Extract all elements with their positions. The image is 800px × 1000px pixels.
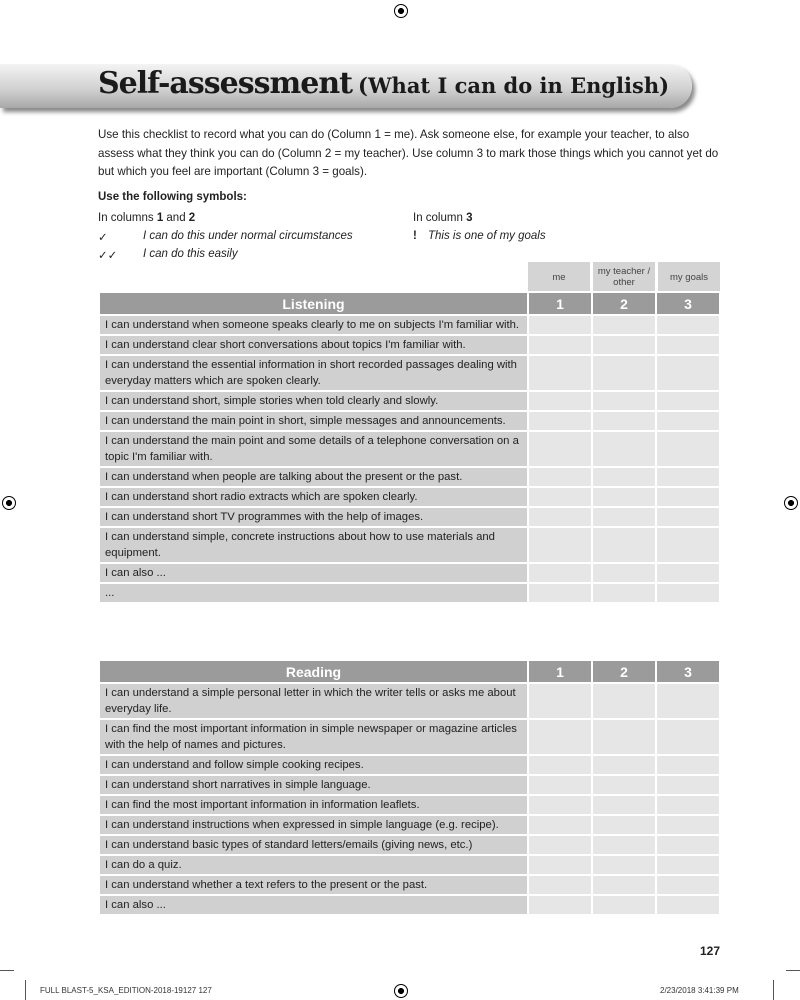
table-row	[99, 775, 720, 795]
page-number: 127	[700, 944, 721, 958]
can-do-statement: I can understand when someone speaks clearly to me on subjects I'm familiar with.	[99, 315, 528, 335]
checkbox-cell-teacher[interactable]	[592, 527, 656, 563]
check-meaning: I can do this under normal circumstances	[143, 230, 353, 242]
symbols-heading: Use the following symbols:	[98, 191, 247, 203]
table-row	[99, 755, 720, 775]
column-header-teacher: my teacher / other	[593, 262, 655, 292]
registration-mark-icon	[394, 4, 408, 18]
checkbox-cell-me[interactable]	[528, 895, 592, 915]
goal-meaning: This is one of my goals	[428, 230, 546, 242]
checkbox-cell-teacher[interactable]	[592, 431, 656, 467]
checkbox-cell-teacher[interactable]	[592, 755, 656, 775]
checkbox-cell-goals[interactable]	[656, 507, 720, 527]
table-row	[99, 875, 720, 895]
table-row	[99, 355, 720, 391]
checkbox-cell-teacher[interactable]	[592, 411, 656, 431]
checkbox-cell-goals[interactable]	[656, 527, 720, 563]
checkbox-cell-teacher[interactable]	[592, 795, 656, 815]
checkbox-cell-goals[interactable]	[656, 775, 720, 795]
can-do-statement: I can understand simple, concrete instructions about how to use materials and equipment.	[99, 527, 528, 563]
column-number: 1	[528, 292, 592, 315]
checkbox-cell-teacher[interactable]	[592, 563, 656, 583]
column-number: 3	[656, 660, 720, 683]
checkbox-cell-goals[interactable]	[656, 391, 720, 411]
column-number: 2	[592, 292, 656, 315]
listening-table	[98, 291, 721, 604]
checkbox-cell-teacher[interactable]	[592, 391, 656, 411]
registration-mark-icon	[2, 496, 16, 510]
table-row	[99, 391, 720, 411]
can-do-statement: I can understand the essential information in short recorded passages dealing with everyday matters which are spoken clearly.	[99, 355, 528, 391]
table-row	[99, 431, 720, 467]
can-do-statement: I can understand when people are talking about the present or the past.	[99, 467, 528, 487]
checkbox-cell-goals[interactable]	[656, 835, 720, 855]
checkbox-cell-goals[interactable]	[656, 467, 720, 487]
checkbox-cell-me[interactable]	[528, 563, 592, 583]
column-3-label: In column 3	[413, 212, 473, 224]
checkbox-cell-goals[interactable]	[656, 335, 720, 355]
column-number: 1	[528, 660, 592, 683]
checkbox-cell-goals[interactable]	[656, 583, 720, 603]
can-do-statement: I can understand the main point in short, simple messages and announcements.	[99, 411, 528, 431]
checkbox-cell-me[interactable]	[528, 755, 592, 775]
checkbox-cell-me[interactable]	[528, 411, 592, 431]
registration-mark-icon	[394, 984, 408, 998]
checkbox-cell-teacher[interactable]	[592, 815, 656, 835]
checkbox-cell-me[interactable]	[528, 795, 592, 815]
column-number: 3	[656, 292, 720, 315]
column-number: 2	[592, 660, 656, 683]
section-title: Reading	[99, 660, 528, 683]
checkbox-cell-me[interactable]	[528, 875, 592, 895]
checkbox-cell-teacher[interactable]	[592, 855, 656, 875]
can-do-statement: I can understand whether a text refers to the present or the past.	[99, 875, 528, 895]
checkbox-cell-goals[interactable]	[656, 411, 720, 431]
table-row	[99, 815, 720, 835]
can-do-statement: I can understand short radio extracts which are spoken clearly.	[99, 487, 528, 507]
title-main: Self-assessment	[98, 66, 353, 101]
check-symbol: ✓	[98, 232, 108, 244]
checkbox-cell-goals[interactable]	[656, 683, 720, 719]
column-header-goals: my goals	[658, 262, 720, 292]
table-row	[99, 683, 720, 719]
reading-table	[98, 659, 721, 916]
can-do-statement: I can understand short, simple stories when told clearly and slowly.	[99, 391, 528, 411]
table-row	[99, 795, 720, 815]
checkbox-cell-teacher[interactable]	[592, 335, 656, 355]
can-do-statement: I can find the most important information in simple newspaper or magazine articles with the help of names and pictures.	[99, 719, 528, 755]
checkbox-cell-teacher[interactable]	[592, 719, 656, 755]
checkbox-cell-me[interactable]	[528, 683, 592, 719]
page-title	[98, 66, 669, 101]
checkbox-cell-teacher[interactable]	[592, 895, 656, 915]
checkbox-cell-teacher[interactable]	[592, 487, 656, 507]
checkbox-cell-goals[interactable]	[656, 719, 720, 755]
checkbox-cell-me[interactable]	[528, 431, 592, 467]
checkbox-cell-goals[interactable]	[656, 855, 720, 875]
table-row	[99, 467, 720, 487]
checkbox-cell-teacher[interactable]	[592, 683, 656, 719]
table-row	[99, 895, 720, 915]
checkbox-cell-me[interactable]	[528, 391, 592, 411]
checkbox-cell-goals[interactable]	[656, 315, 720, 335]
section-title: Listening	[99, 292, 528, 315]
checkbox-cell-teacher[interactable]	[592, 355, 656, 391]
table-row	[99, 411, 720, 431]
double-check-symbol: ✓✓	[98, 250, 118, 262]
checkbox-cell-teacher[interactable]	[592, 875, 656, 895]
checkbox-cell-me[interactable]	[528, 583, 592, 603]
double-check-meaning: I can do this easily	[143, 248, 238, 260]
columns-1-2-label: In columns 1 and 2	[98, 212, 196, 224]
table-row	[99, 315, 720, 335]
can-do-statement: I can understand a simple personal letter in which the writer tells or asks me about everyday life.	[99, 683, 528, 719]
table-row	[99, 563, 720, 583]
footer-file-info: FULL BLAST-5_KSA_EDITION-2018-19127 127	[40, 986, 212, 995]
checkbox-cell-me[interactable]	[528, 335, 592, 355]
checkbox-cell-goals[interactable]	[656, 815, 720, 835]
checkbox-cell-me[interactable]	[528, 855, 592, 875]
checkbox-cell-me[interactable]	[528, 775, 592, 795]
checkbox-cell-goals[interactable]	[656, 875, 720, 895]
crop-mark	[0, 970, 14, 971]
checkbox-cell-me[interactable]	[528, 815, 592, 835]
can-do-statement: I can also ...	[99, 563, 528, 583]
checkbox-cell-me[interactable]	[528, 467, 592, 487]
can-do-statement: I can understand clear short conversations about topics I'm familiar with.	[99, 335, 528, 355]
crop-mark	[773, 980, 774, 1000]
checkbox-cell-teacher[interactable]	[592, 467, 656, 487]
column-header-me: me	[528, 262, 590, 292]
checkbox-cell-me[interactable]	[528, 315, 592, 335]
checkbox-cell-me[interactable]	[528, 527, 592, 563]
section-header-row	[99, 292, 720, 315]
goal-symbol: !	[413, 230, 417, 242]
table-row	[99, 527, 720, 563]
checkbox-cell-goals[interactable]	[656, 563, 720, 583]
checkbox-cell-goals[interactable]	[656, 355, 720, 391]
table-row	[99, 487, 720, 507]
checkbox-cell-me[interactable]	[528, 507, 592, 527]
checkbox-cell-teacher[interactable]	[592, 315, 656, 335]
can-do-statement: I can understand the main point and some details of a telephone conversation on a topic I'm familiar with.	[99, 431, 528, 467]
checkbox-cell-teacher[interactable]	[592, 835, 656, 855]
crop-mark	[786, 970, 800, 971]
checkbox-cell-goals[interactable]	[656, 795, 720, 815]
table-row	[99, 719, 720, 755]
table-row	[99, 835, 720, 855]
checkbox-cell-me[interactable]	[528, 719, 592, 755]
footer-timestamp: 2/23/2018 3:41:39 PM	[660, 986, 739, 995]
can-do-statement: I can also ...	[99, 895, 528, 915]
can-do-statement: I can find the most important information in information leaflets.	[99, 795, 528, 815]
table-row	[99, 855, 720, 875]
checkbox-cell-goals[interactable]	[656, 755, 720, 775]
registration-mark-icon	[784, 496, 798, 510]
can-do-statement: I can understand basic types of standard letters/emails (giving news, etc.)	[99, 835, 528, 855]
checkbox-cell-teacher[interactable]	[592, 775, 656, 795]
checkbox-cell-me[interactable]	[528, 487, 592, 507]
checkbox-cell-me[interactable]	[528, 355, 592, 391]
can-do-statement: I can understand instructions when expressed in simple language (e.g. recipe).	[99, 815, 528, 835]
intro-text: Use this checklist to record what you can do (Column 1 = me). Ask someone else, for example your teacher, to also assess what they think you can do (Column 2 = my teacher). Use column 3 to mark those things which you cannot yet do but which you feel are important (Column 3 = goals).	[98, 128, 719, 178]
can-do-statement: I can understand short TV programmes with the help of images.	[99, 507, 528, 527]
table-row	[99, 507, 720, 527]
table-row	[99, 583, 720, 603]
checkbox-cell-me[interactable]	[528, 835, 592, 855]
can-do-statement: I can do a quiz.	[99, 855, 528, 875]
checkbox-cell-teacher[interactable]	[592, 507, 656, 527]
title-sub: (What I can do in English)	[358, 73, 670, 98]
crop-mark	[25, 980, 26, 1000]
checkbox-cell-goals[interactable]	[656, 895, 720, 915]
table-row	[99, 335, 720, 355]
checkbox-cell-goals[interactable]	[656, 487, 720, 507]
can-do-statement: I can understand short narratives in simple language.	[99, 775, 528, 795]
can-do-statement: I can understand and follow simple cooking recipes.	[99, 755, 528, 775]
can-do-statement: ...	[99, 583, 528, 603]
checkbox-cell-teacher[interactable]	[592, 583, 656, 603]
section-header-row	[99, 660, 720, 683]
checkbox-cell-goals[interactable]	[656, 431, 720, 467]
